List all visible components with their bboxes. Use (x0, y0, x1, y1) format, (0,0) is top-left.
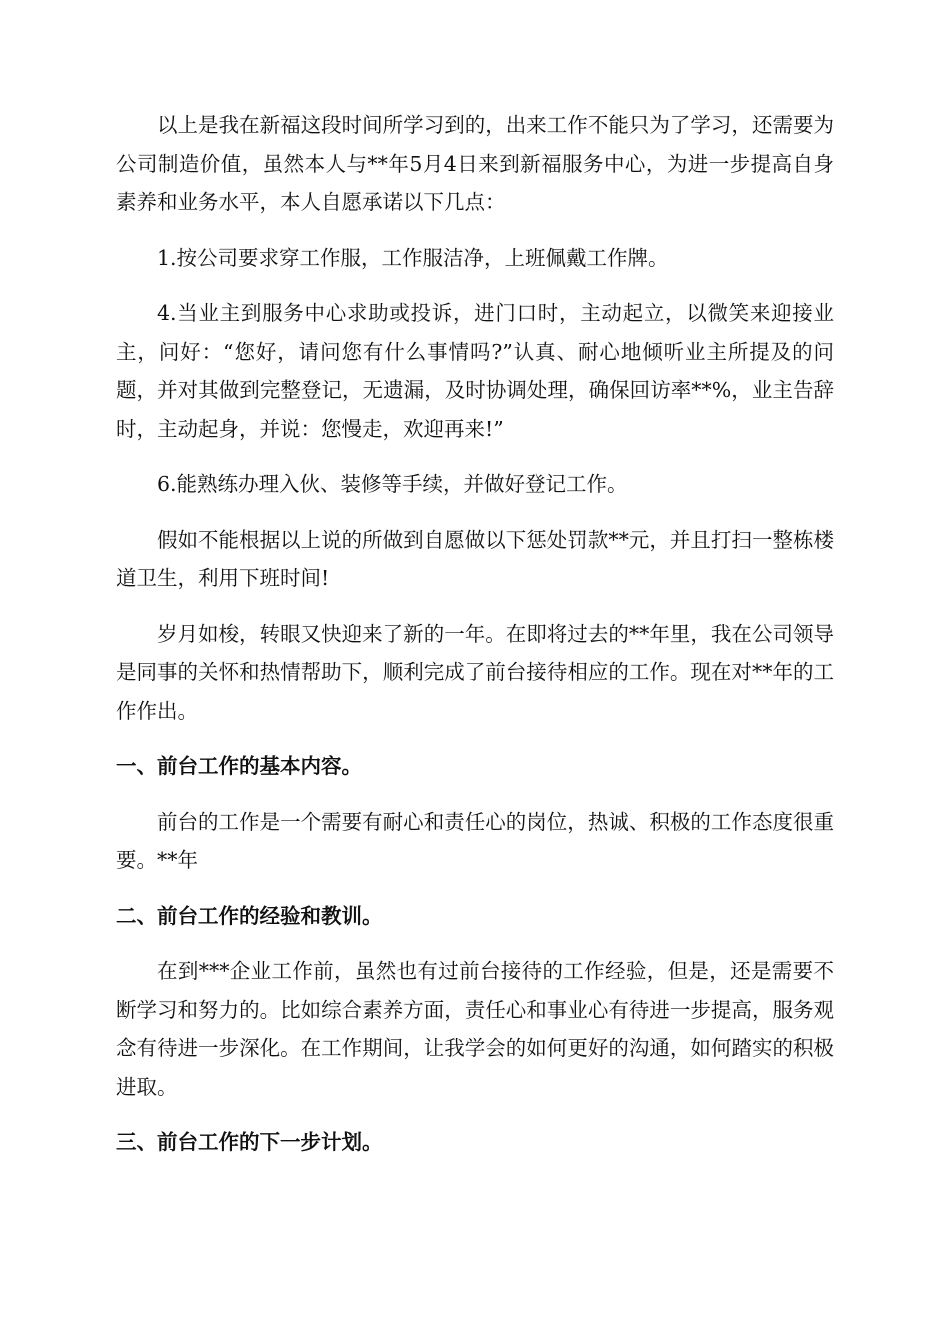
document-body (116, 106, 834, 1179)
paragraph-penalty: 假如不能根据以上说的所做到自愿做以下惩处罚款**元，并且打扫一整栋楼道卫生，利用下班时间! (116, 527, 834, 590)
heading-next-plan: 三、前台工作的下一步计划。 (116, 1130, 383, 1154)
paragraph-experience-lessons: 在到***企业工作前，虽然也有过前台接待的工作经验，但是，还是需要不断学习和努力的。比如综合素养方面，责任心和事业心有待进一步提高，服务观念有待进一步深化。在工作期间，让我学会的如何更好的沟通，如何踏实的积极进取。 (116, 959, 834, 1099)
paragraph-commitment-intro: 以上是我在新福这段时间所学习到的，出来工作不能只为了学习，还需要为公司制造价值，虽然本人与**年5月4日来到新福服务中心，为进一步提高自身素养和业务水平，本人自愿承诺以下几点： (116, 113, 834, 214)
paragraph-item-1: 1.按公司要求穿工作服，工作服洁净，上班佩戴工作牌。 (157, 245, 669, 270)
paragraph-item-6: 6.能熟练办理入伙、装修等手续，并做好登记工作。 (157, 472, 628, 496)
heading-basic-content: 一、前台工作的基本内容。 (116, 754, 362, 778)
paragraph-basic-content: 前台的工作是一个需要有耐心和责任心的岗位，热诚、积极的工作态度很重要。**年 (116, 809, 834, 872)
paragraph-item-4: 4.当业主到服务中心求助或投诉，进门口时，主动起立，以微笑来迎接业主，问好：“您好，请问您有什么事情吗?”认真、耐心地倾听业主所提及的问题，并对其做到完整登记，无遗漏，及时协调处理，确保回访率**%，业主告辞时，主动起身，并说：您慢走，欢迎再来!” (116, 301, 834, 441)
paragraph-year-summary: 岁月如梭，转眼又快迎来了新的一年。在即将过去的**年里，我在公司领导是同事的关怀和热情帮助下，顺利完成了前台接待相应的工作。现在对**年的工作作出。 (116, 621, 834, 723)
heading-experience-lessons: 二、前台工作的经验和教训。 (116, 903, 383, 928)
